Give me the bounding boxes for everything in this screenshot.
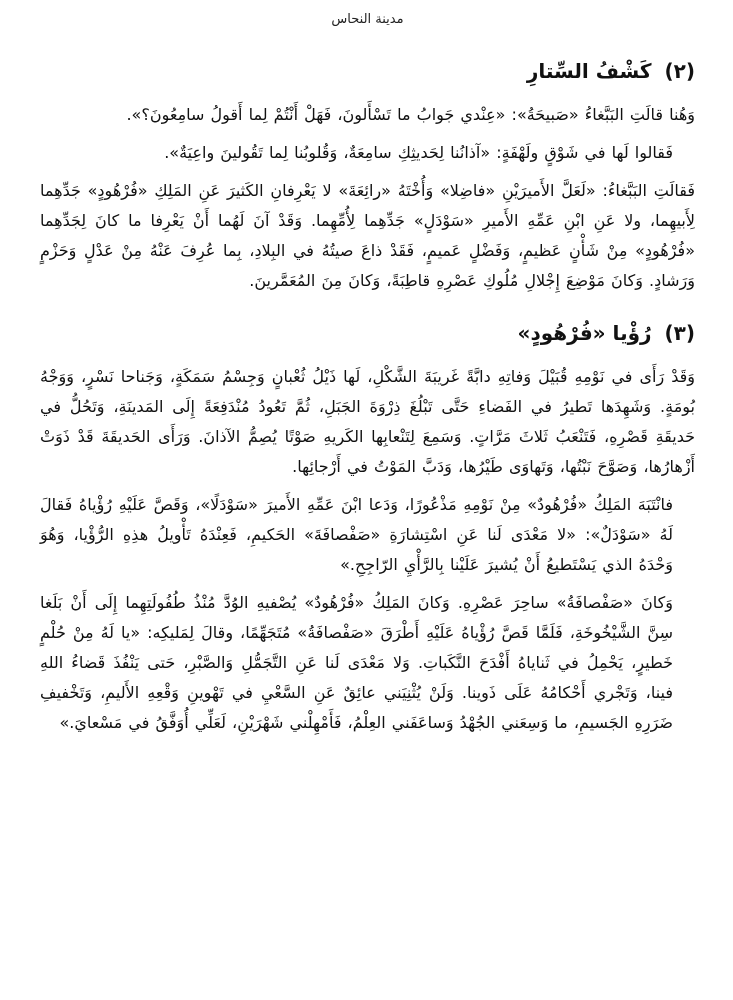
section-title xyxy=(40,56,695,86)
section-spacer xyxy=(40,304,695,318)
paragraph: وَهُنا قالَتِ البَبَّغاءُ «صَبيحَةُ»: «عِنْدي جَوابُ ما تَسْأَلونَ، فَهَلْ أَنْتُمْ لِما أَقولُ سامِعُونَ؟». xyxy=(126,105,695,124)
section-number: (٣) xyxy=(664,321,695,345)
section-title xyxy=(40,318,695,348)
section-kashf-al-sitar xyxy=(40,56,695,296)
paragraph: فانْتَبَهَ المَلِكُ «فُرْهُودٌ» مِنْ نَوْمِهِ مَذْعُورًا، وَدَعا ابْنَ عَمِّهِ الأَميرَ «سَوْدَلًا»، وَقَصَّ عَلَيْهِ رُؤْياهُ فَقالَ لَهُ «سَوْدَلٌ»: «لا مَعْدَى لَنا عَنِ اسْتِشارَةِ «صَفْصافَةَ» الحَكيمِ، فَعِنْدَهُ تَأْويلُ هذِهِ الرُّؤْيا، وَهُوَ وَحْدَهُ الذي يَسْتَطيعُ أَنْ يُشيرَ عَلَيْنا بِالرَّأْيِ الرّاجِحِ.» xyxy=(40,495,673,574)
paragraph: فَقالَتِ البَبَّغاءُ: «لَعَلَّ الأَميرَيْنِ «فاضِلا» وَأُخْتَهُ «رائِعَةَ» لا يَعْرِفانِ الكَثيرَ عَنِ المَلِكِ «فُرْهُودٍ» جَدِّهِما لِأَبيهِما، ولا عَنِ ابْنِ عَمِّهِ الأَميرِ «سَوْدَلٍ» جَدِّهِما لِأُمِّهِما. وَقَدْ آنَ لَهُما أَنْ يَعْرِفا ما كانَ لِجَدِّهِما «فُرْهُودٍ» مِنْ شَأْنٍ عَظيمٍ، وَفَضْلٍ عَميمٍ، فَقَدْ ذاعَ صيتُهُ في البِلادِ، بِما عُرِفَ عَنْهُ مِنْ عَدْلٍ وَحَزْمٍ وَرَشادٍ. وَكانَ مَوْضِعَ إِجْلالِ مُلُوكِ عَصْرِهِ قاطِبَةً، وَكانَ مِنَ المُعَمَّرينَ. xyxy=(40,181,695,290)
section-heading-text: كَشْفُ السِّتارِ xyxy=(526,59,652,83)
section-heading-text: رُؤْيا «فُرْهُودٍ» xyxy=(517,321,652,345)
paragraph: وَكانَ «صَفْصافَةُ» ساحِرَ عَصْرِهِ. وَكانَ المَلِكُ «فُرْهُودٌ» يُصْفيهِ الوُدَّ مُنْذُ طُفُولَتِهِما إِلَى أَنْ بَلَغا سِنَّ الشَّيْخُوخَةِ، فَلَمَّا قَصَّ رُؤْياهُ عَلَيْهِ أَطْرَقَ «صَفْصافَةُ» مُتَجَهِّمًا، وقالَ لِمَليكِه: «يا لَهُ مِنْ حُلْمٍ خَطيرٍ، يَحْمِلُ في ثَناياهُ أَفْدَحَ النَّكَباتِ. وَلا مَعْدَى لَنا عَنِ التَّجَمُّلِ وَالصَّبْرِ، حَتى يَنْفُذَ قَضاءُ اللهِ فينا، وَتَجْري أَحْكامُهُ عَلَى ذَوينا. وَلَنْ يُثْنِيَني عائِقٌ عَنِ السَّعْيِ في تَهْوينِ وَقْعِهِ الأَليمِ، وَتَخْفيفِ ضَرَرِهِ الجَسيمِ، ما وَسِعَني الجُهْدُ وَساعَفَني العِلْمُ، فَأَمْهِلْني شَهْرَيْنِ، لَعَلِّي أُوَفَّقُ في مَسْعايَ.» xyxy=(40,593,673,732)
section-ruya-farhud xyxy=(40,318,695,738)
running-header: مدينة النحاس xyxy=(331,12,404,27)
paragraph: فَقالوا لَها في شَوْقٍ ولَهْفَةٍ: «آذانُنا لِحَديثِكِ سامِعَةٌ، وَقُلوبُنا لِما تَقُولينَ واعِيَةٌ». xyxy=(164,143,673,162)
paragraph: وَقَدْ رَأَى في نَوْمِهِ قُبَيْلَ وَفاتِهِ دابَّةً غَريبَةَ الشَّكْلِ، لَها ذَيْلُ ثُعْبانٍ وَجِسْمُ سَمَكَةٍ، وَجَناحا نَسْرٍ، وَوَجْهُ بُومَةٍ. وَشَهِدَها تَطيرُ في الفَضاءِ حَتَّى تَبْلُغَ ذِرْوَةَ الجَبَلِ، ثُمَّ تَعُودُ مُنْدَفِعَةً إِلَى المَدينَةِ، وَتَحُلُّ في حَديقَةِ قَصْرِهِ، فَتَنْعَبُ ثَلاثَ مَرَّاتٍ. وَسَمِعَ لِتَنْعابِها الكَريهِ صَوْتًا يُصِمُّ الآذانَ. وَرَأَى الحَديقَةَ قَدْ ذَوَتْ أَزْهارُها، وَصَوَّحَ نَبْتُها، وَتَهاوَى طَيْرُها، وَدَبَّ المَوْتُ في أَرْجائِها. xyxy=(40,367,695,476)
section-number: (٢) xyxy=(664,59,695,83)
